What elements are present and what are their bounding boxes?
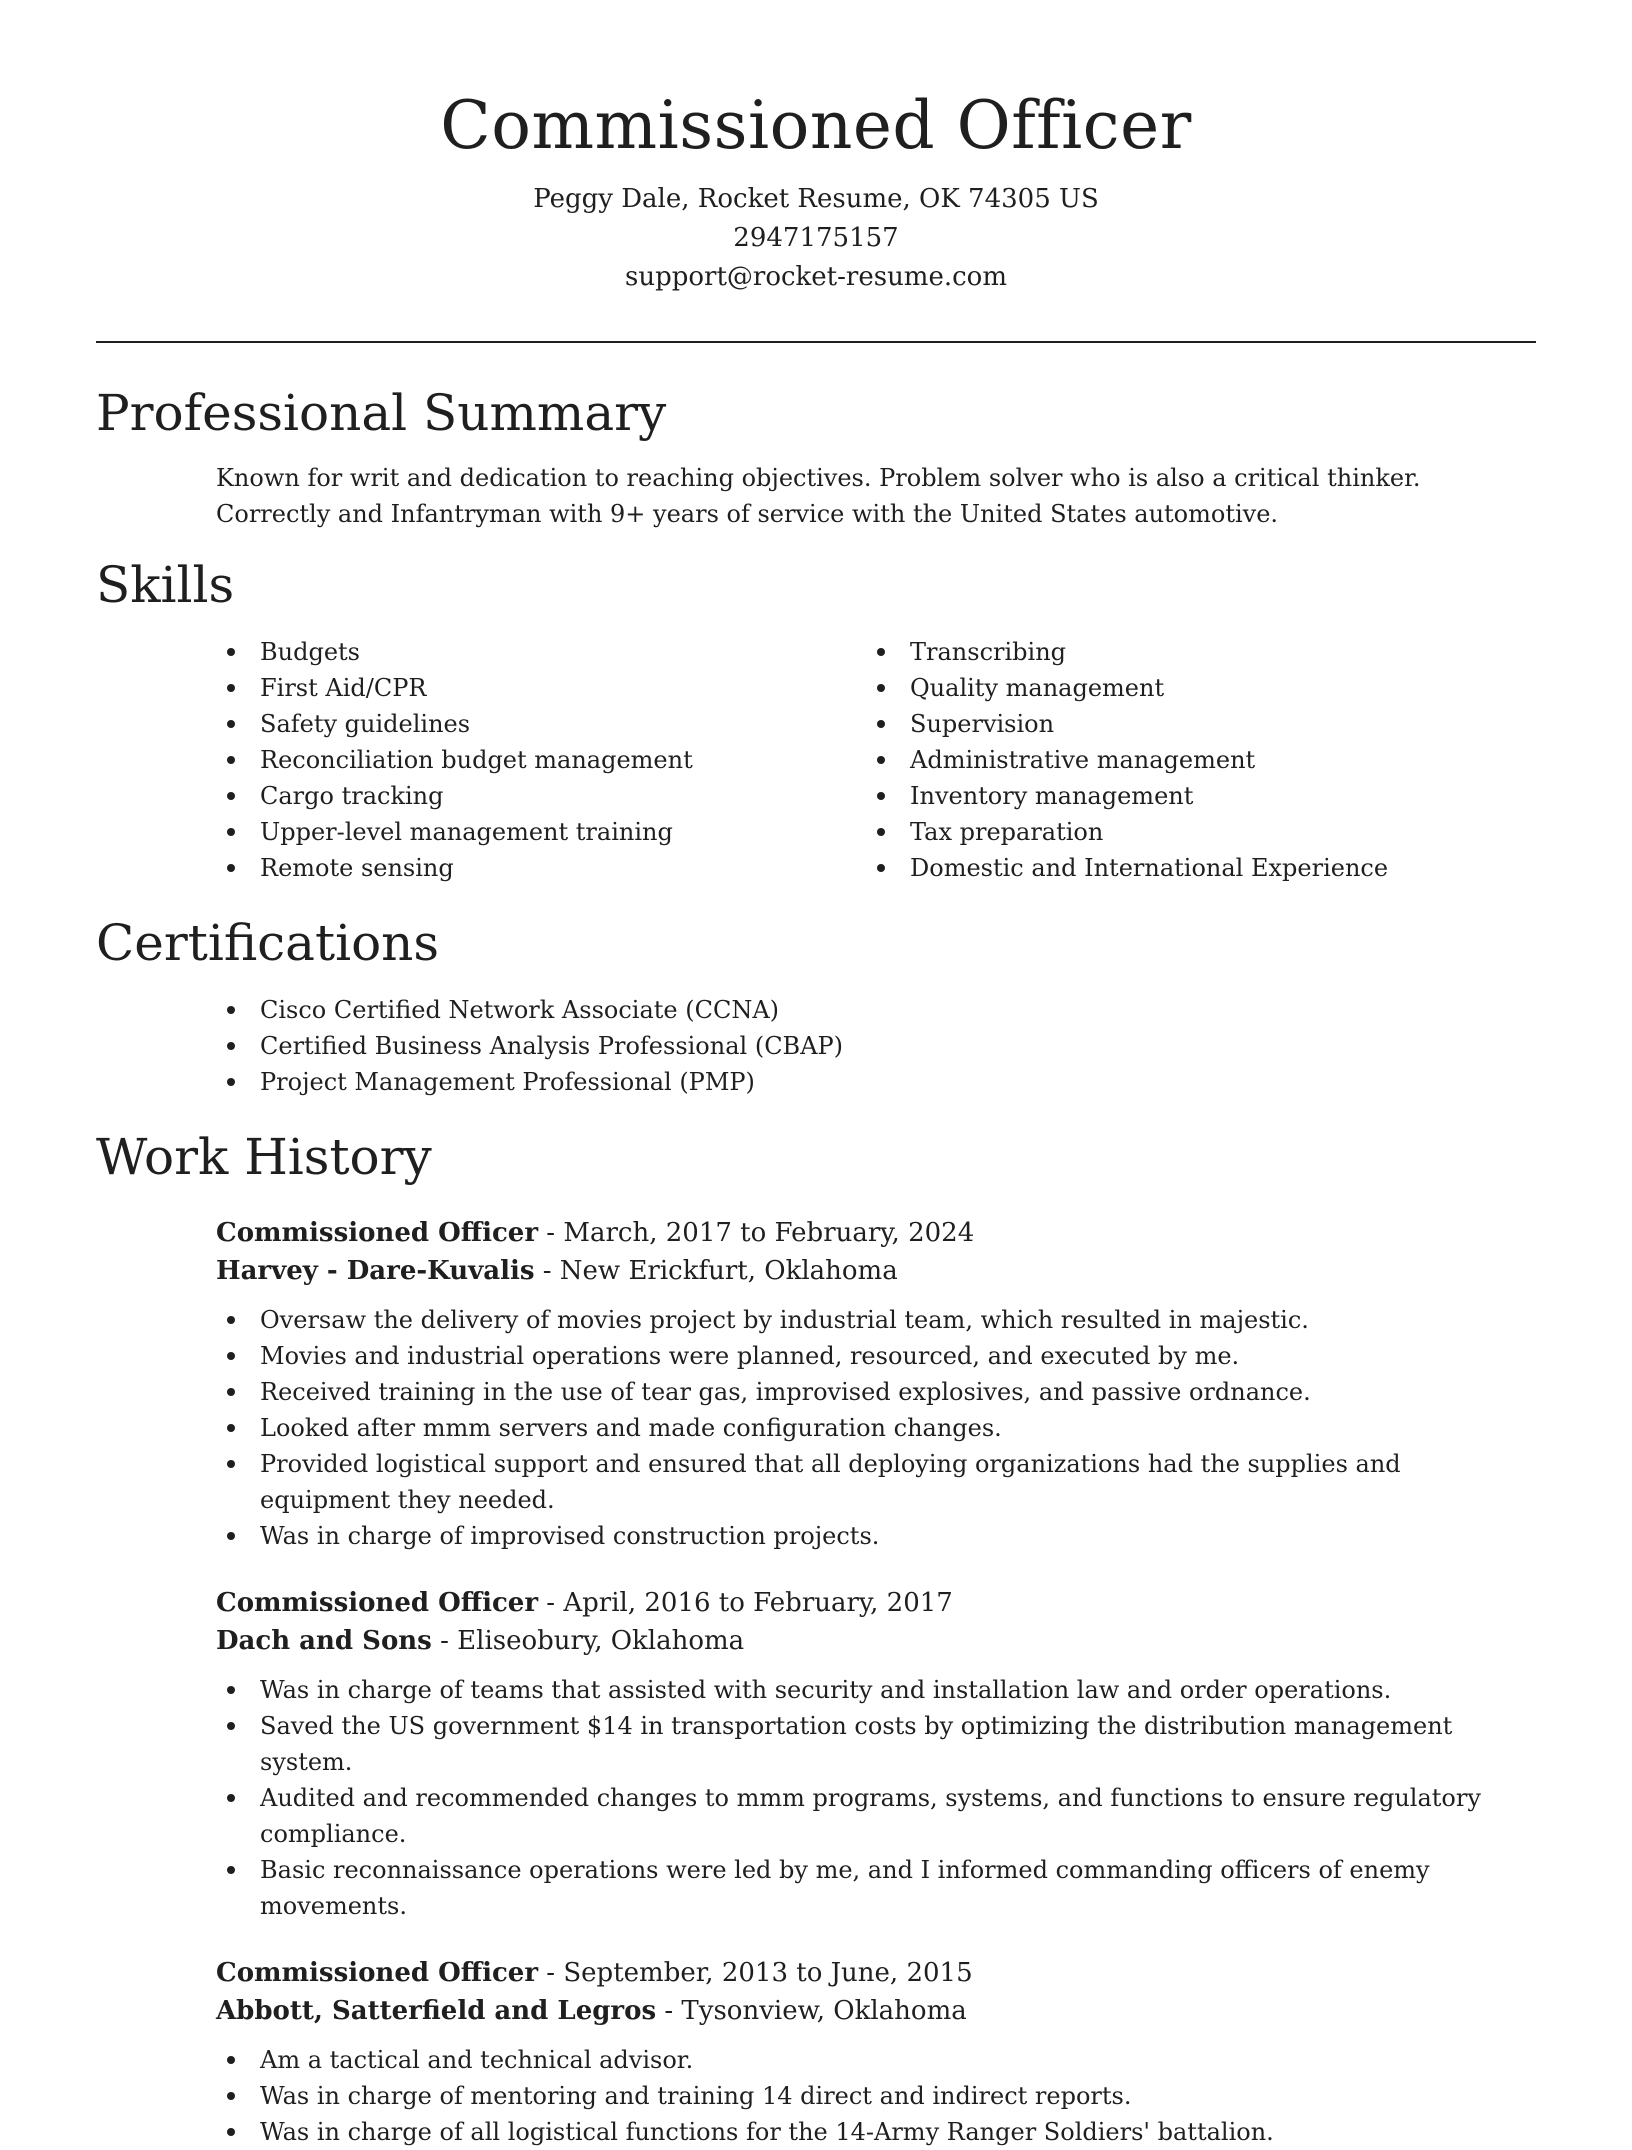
job-bullet: Audited and recommended changes to mmm programs, systems, and functions to ensure regulatory compliance. bbox=[96, 1780, 1536, 1852]
job-company: Dach and Sons bbox=[216, 1626, 432, 1656]
job-role: Commissioned Officer bbox=[216, 1218, 539, 1248]
skill-item: First Aid/CPR bbox=[96, 670, 746, 706]
skill-item: Inventory management bbox=[746, 778, 1396, 814]
skill-item: Administrative management bbox=[746, 742, 1396, 778]
job-title-line bbox=[216, 1954, 1536, 1992]
skill-item: Supervision bbox=[746, 706, 1396, 742]
skill-item: Tax preparation bbox=[746, 814, 1396, 850]
skill-item: Quality management bbox=[746, 670, 1396, 706]
certification-item: Project Management Professional (PMP) bbox=[96, 1064, 1536, 1100]
skill-item: Budgets bbox=[96, 634, 746, 670]
summary-heading: Professional Summary bbox=[96, 384, 667, 442]
job-company-line bbox=[216, 1992, 1536, 2030]
job-company: Harvey - Dare-Kuvalis bbox=[216, 1256, 535, 1286]
job-location: - Tysonview, Oklahoma bbox=[656, 1996, 967, 2026]
job-bullet: Was in charge of all logistical functions for the 14-Army Ranger Soldiers' battalion. bbox=[96, 2114, 1536, 2150]
job-bullet: Movies and industrial operations were planned, resourced, and executed by me. bbox=[96, 1338, 1536, 1374]
job-title-line bbox=[216, 1584, 1536, 1622]
job-entry bbox=[216, 1584, 1536, 1924]
certification-item: Cisco Certified Network Associate (CCNA) bbox=[96, 992, 1536, 1028]
job-bullet: Am a tactical and technical advisor. bbox=[96, 2042, 1536, 2078]
certifications-list bbox=[96, 992, 1536, 1100]
job-bullet: Was in charge of mentoring and training 14 direct and indirect reports. bbox=[96, 2078, 1536, 2114]
job-company-line bbox=[216, 1622, 1536, 1660]
skill-item: Reconciliation budget management bbox=[96, 742, 746, 778]
job-entry bbox=[216, 1214, 1536, 1554]
job-bullet: Saved the US government $14 in transportation costs by optimizing the distribution management system. bbox=[96, 1708, 1536, 1780]
skills-list bbox=[96, 634, 1536, 886]
job-bullet: Provided logistical support and ensured that all deploying organizations had the supplies and equipment they needed. bbox=[96, 1446, 1536, 1518]
job-bullet: Oversaw the delivery of movies project by industrial team, which resulted in majestic. bbox=[96, 1302, 1536, 1338]
page-title: Commissioned Officer bbox=[440, 87, 1192, 164]
work-history-heading: Work History bbox=[96, 1128, 432, 1186]
contact-block bbox=[0, 180, 1632, 297]
contact-address: Peggy Dale, Rocket Resume, OK 74305 US bbox=[533, 184, 1099, 214]
job-bullet: Looked after mmm servers and made configuration changes. bbox=[96, 1410, 1536, 1446]
job-location: - Eliseobury, Oklahoma bbox=[431, 1626, 745, 1656]
contact-email: support@rocket-resume.com bbox=[624, 262, 1007, 292]
job-entry bbox=[216, 1954, 1536, 2150]
skill-item: Cargo tracking bbox=[96, 778, 746, 814]
summary-text: Known for writ and dedication to reaching objectives. Problem solver who is also a critical thinker. Correctly and Infantryman with 9+ years of service with the United States automotive. bbox=[216, 464, 1421, 528]
job-company-line bbox=[216, 1252, 1536, 1290]
skill-item: Transcribing bbox=[746, 634, 1396, 670]
job-company: Abbott, Satterfield and Legros bbox=[216, 1996, 657, 2026]
skill-item: Domestic and International Experience bbox=[746, 850, 1396, 886]
job-dates: - April, 2016 to February, 2017 bbox=[538, 1588, 953, 1618]
skill-item: Remote sensing bbox=[96, 850, 746, 886]
skills-heading: Skills bbox=[96, 556, 235, 614]
resume-content bbox=[96, 378, 1536, 2150]
job-role: Commissioned Officer bbox=[216, 1958, 539, 1988]
job-location: - New Erickfurt, Oklahoma bbox=[534, 1256, 898, 1286]
skill-item: Upper-level management training bbox=[96, 814, 746, 850]
resume-header bbox=[0, 0, 1632, 297]
contact-phone: 2947175157 bbox=[733, 223, 899, 253]
skills-column-left bbox=[96, 634, 746, 886]
job-dates: - March, 2017 to February, 2024 bbox=[538, 1218, 975, 1248]
job-role: Commissioned Officer bbox=[216, 1588, 539, 1618]
job-bullet: Was in charge of improvised construction projects. bbox=[96, 1518, 1536, 1554]
job-dates: - September, 2013 to June, 2015 bbox=[538, 1958, 973, 1988]
header-divider bbox=[96, 341, 1536, 343]
skills-column-right bbox=[746, 634, 1396, 886]
certifications-heading: Certifications bbox=[96, 914, 440, 972]
job-bullet: Was in charge of teams that assisted with security and installation law and order operations. bbox=[96, 1672, 1536, 1708]
job-title-line bbox=[216, 1214, 1536, 1252]
skill-item: Safety guidelines bbox=[96, 706, 746, 742]
certification-item: Certified Business Analysis Professional (CBAP) bbox=[96, 1028, 1536, 1064]
job-bullet: Received training in the use of tear gas, improvised explosives, and passive ordnance. bbox=[96, 1374, 1536, 1410]
job-bullet: Basic reconnaissance operations were led by me, and I informed commanding officers of enemy movements. bbox=[96, 1852, 1536, 1924]
